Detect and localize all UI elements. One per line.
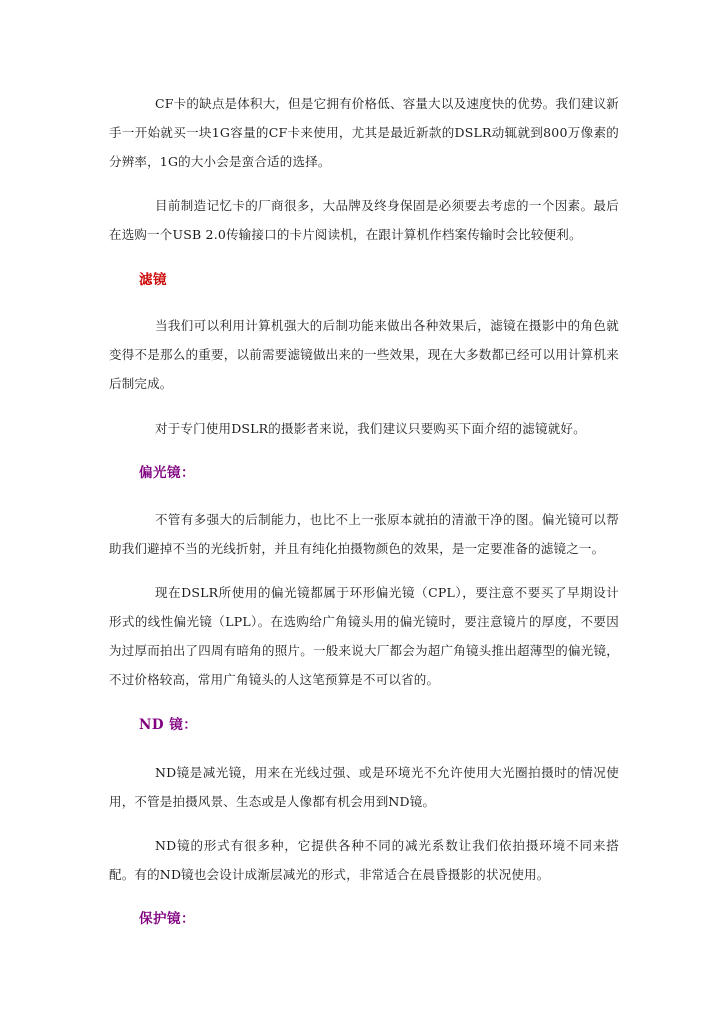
- heading-nd-filter: ND 镜：: [139, 717, 198, 733]
- paragraph-polarizer-detail: 现在DSLR所使用的偏光镜都属于环形偏光镜（CPL），要注意不要买了早期设计形式的线性偏光镜（LPL）。在选购给广角镜头用的偏光镜时，要注意镜片的厚度，不要因为过厚而拍出了四周有暗角的照片。一般来说大厂都会为超广角镜头推出超薄型的偏光镜，不过价格较高，常用广角镜头的人这笔预算是不可以省的。: [109, 585, 619, 687]
- paragraph-manufacturers: 目前制造记忆卡的厂商很多，大品牌及终身保固是必须要去考虑的一个因素。最后在选购一个USB 2.0传输接口的卡片阅读机，在跟计算机作档案传输时会比较便利。: [109, 198, 619, 242]
- paragraph-polarizer-intro: 不管有多强大的后制能力，也比不上一张原本就拍的清澈干净的图。偏光镜可以帮助我们避掉不当的光线折射，并且有纯化拍摄物颜色的效果，是一定要准备的滤镜之一。: [109, 512, 619, 556]
- paragraph-filter-intro: 当我们可以利用计算机强大的后制功能来做出各种效果后，滤镜在摄影中的角色就变得不是那么的重要，以前需要滤镜做出来的一些效果，现在大多数都已经可以用计算机来后制完成。: [109, 318, 619, 391]
- paragraph-cf-card: CF卡的缺点是体积大，但是它拥有价格低、容量大以及速度快的优势。我们建议新手一开始就买一块1G容量的CF卡来使用，尤其是最近新款的DSLR动辄就到800万像素的分辨率，1G的大小会是蛮合适的选择。: [109, 96, 619, 169]
- paragraph-nd-detail: ND镜的形式有很多种，它提供各种不同的减光系数让我们依拍摄环境不同来搭配。有的ND镜也会设计成渐层减光的形式，非常适合在晨昏摄影的状况使用。: [109, 838, 619, 882]
- heading-polarizer: 偏光镜：: [139, 465, 195, 481]
- heading-protector: 保护镜：: [139, 911, 195, 927]
- heading-filters: 滤镜: [139, 272, 167, 288]
- paragraph-filter-advice: 对于专门使用DSLR的摄影者来说，我们建议只要购买下面介绍的滤镜就好。: [155, 421, 586, 436]
- paragraph-nd-intro: ND镜是减光镜，用来在光线过强、或是环境光不允许使用大光圈拍摄时的情况使用，不管是拍摄风景、生态或是人像都有机会用到ND镜。: [109, 765, 619, 809]
